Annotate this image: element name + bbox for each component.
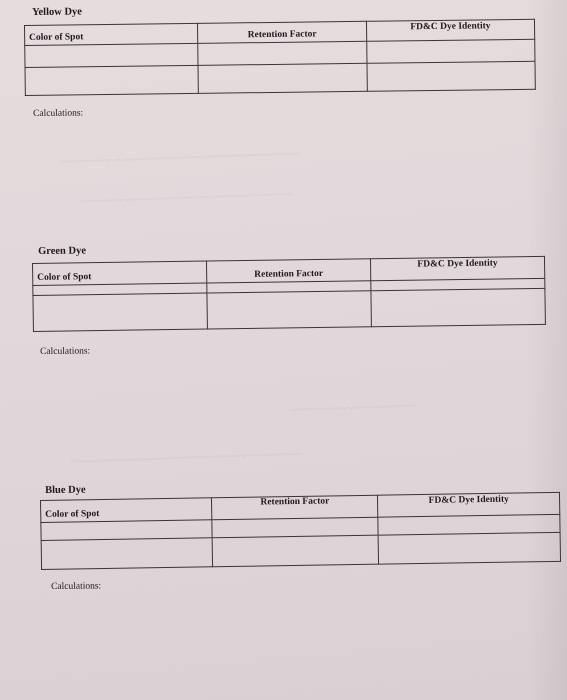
cell-dye-identity[interactable] <box>371 288 546 326</box>
header-retention-factor: Retention Factor <box>207 259 371 283</box>
cell-color-of-spot[interactable] <box>25 43 199 67</box>
cell-color-of-spot[interactable] <box>25 65 199 95</box>
cell-color-of-spot[interactable] <box>33 293 208 331</box>
cell-retention-factor[interactable] <box>198 63 367 93</box>
calculations-label-green: Calculations: <box>40 346 91 357</box>
header-color-of-spot: Color of Spot <box>25 23 199 45</box>
header-retention-factor: Retention Factor <box>198 21 367 43</box>
section-title-yellow: Yellow Dye <box>32 6 82 18</box>
cell-dye-identity[interactable] <box>366 39 535 63</box>
page-edge-shadow <box>527 0 567 700</box>
data-table-green <box>32 256 546 332</box>
data-table-blue <box>40 492 561 570</box>
calculations-label-yellow: Calculations: <box>33 108 84 119</box>
bleed-through-text: ~~~~~~~~~~~~~~~~~~ <box>289 397 417 418</box>
section-title-blue: Blue Dye <box>45 484 86 496</box>
cell-retention-factor[interactable] <box>198 41 367 65</box>
bleed-through-text: ~~~~~~~~~~~~~~~~~~~~~~~~~~~~~~ <box>79 186 292 209</box>
bleed-through-text: ~~~~~~~~~~~~~~~~~~~~~~~~~~~~~~~~~~ <box>59 145 300 170</box>
bleed-through-text: ~~~~~~~~~~~~~~~~~~~~~~~~~~~~~~~~~ <box>69 445 303 470</box>
header-color-of-spot: Color of Spot <box>33 261 207 285</box>
cell-color-of-spot[interactable] <box>41 538 213 570</box>
cell-retention-factor[interactable] <box>207 291 371 329</box>
cell-dye-identity[interactable] <box>367 61 536 91</box>
header-color-of-spot: Color of Spot <box>41 498 213 523</box>
section-title-green: Green Dye <box>38 245 87 257</box>
cell-retention-factor[interactable] <box>212 535 379 567</box>
calculations-label-blue: Calculations: <box>51 581 102 592</box>
header-dye-identity: FD&C Dye Identity <box>366 19 535 41</box>
header-dye-identity: FD&C Dye Identity <box>370 256 544 280</box>
header-dye-identity: FD&C Dye Identity <box>378 492 560 517</box>
header-retention-factor: Retention Factor <box>212 495 378 520</box>
data-table-yellow <box>24 19 536 96</box>
